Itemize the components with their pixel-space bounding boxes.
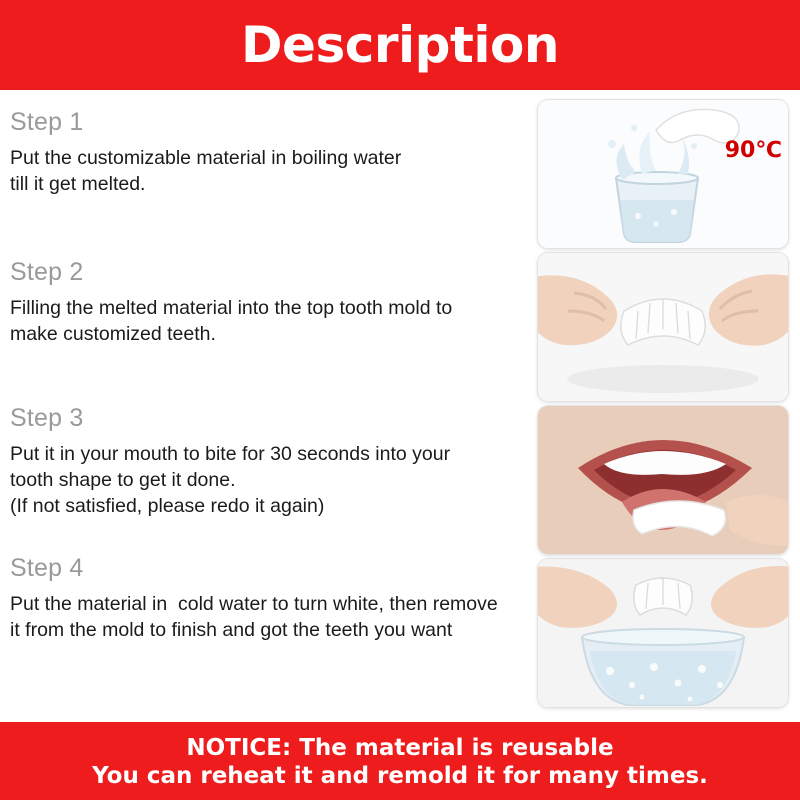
- step-2-line-2: make customized teeth.: [10, 323, 216, 345]
- step-3-block: [6, 404, 520, 554]
- step-3-line-1: Put it in your mouth to bite for 30 seconds into your: [10, 443, 451, 465]
- page-title: Description: [241, 16, 559, 74]
- step-1-line-2: till it get melted.: [10, 173, 146, 195]
- boiling-water-illustration: [538, 100, 788, 248]
- notice-banner: [0, 722, 800, 800]
- cold-water-illustration: [538, 559, 788, 707]
- step-3-line-3: (If not satisfied, please redo it again): [10, 495, 325, 517]
- step-2-block: [6, 258, 520, 404]
- step-4-line-1: Put the material in cold water to turn white, then remove: [10, 593, 498, 615]
- step-3-label: Step 3: [10, 404, 84, 432]
- step-3-text: [10, 441, 515, 519]
- mouth-fitting-illustration: [538, 406, 788, 554]
- temperature-badge: 90℃: [724, 138, 782, 163]
- step-4-text: [10, 591, 515, 643]
- header-banner: [0, 0, 800, 90]
- step-2-line-1: Filling the melted material into the top tooth mold to: [10, 297, 453, 319]
- step-4-block: [6, 554, 520, 694]
- cold-water-rinse-photo: [538, 559, 788, 707]
- step-2-text: [10, 295, 515, 347]
- step-1-block: [6, 108, 520, 258]
- notice-line-1: NOTICE: The material is reusable: [186, 735, 614, 761]
- step-2-label: Step 2: [10, 258, 84, 286]
- step-1-text: [10, 145, 515, 197]
- steps-list: [0, 90, 520, 722]
- step-1-label: Step 1: [10, 108, 84, 136]
- step-1-line-1: Put the customizable material in boiling water: [10, 147, 402, 169]
- boiling-water-glass-photo: [538, 100, 788, 248]
- content-area: [0, 90, 800, 722]
- step-4-label: Step 4: [10, 554, 84, 582]
- step-4-line-2: it from the mold to finish and got the teeth you want: [10, 619, 453, 641]
- photo-column: [520, 90, 800, 722]
- step-3-line-2: tooth shape to get it done.: [10, 469, 236, 491]
- filling-mold-illustration: [538, 253, 788, 401]
- hands-filling-tooth-mold-photo: [538, 253, 788, 401]
- notice-line-2: You can reheat it and remold it for many times.: [92, 763, 708, 789]
- biting-mold-in-mouth-photo: [538, 406, 788, 554]
